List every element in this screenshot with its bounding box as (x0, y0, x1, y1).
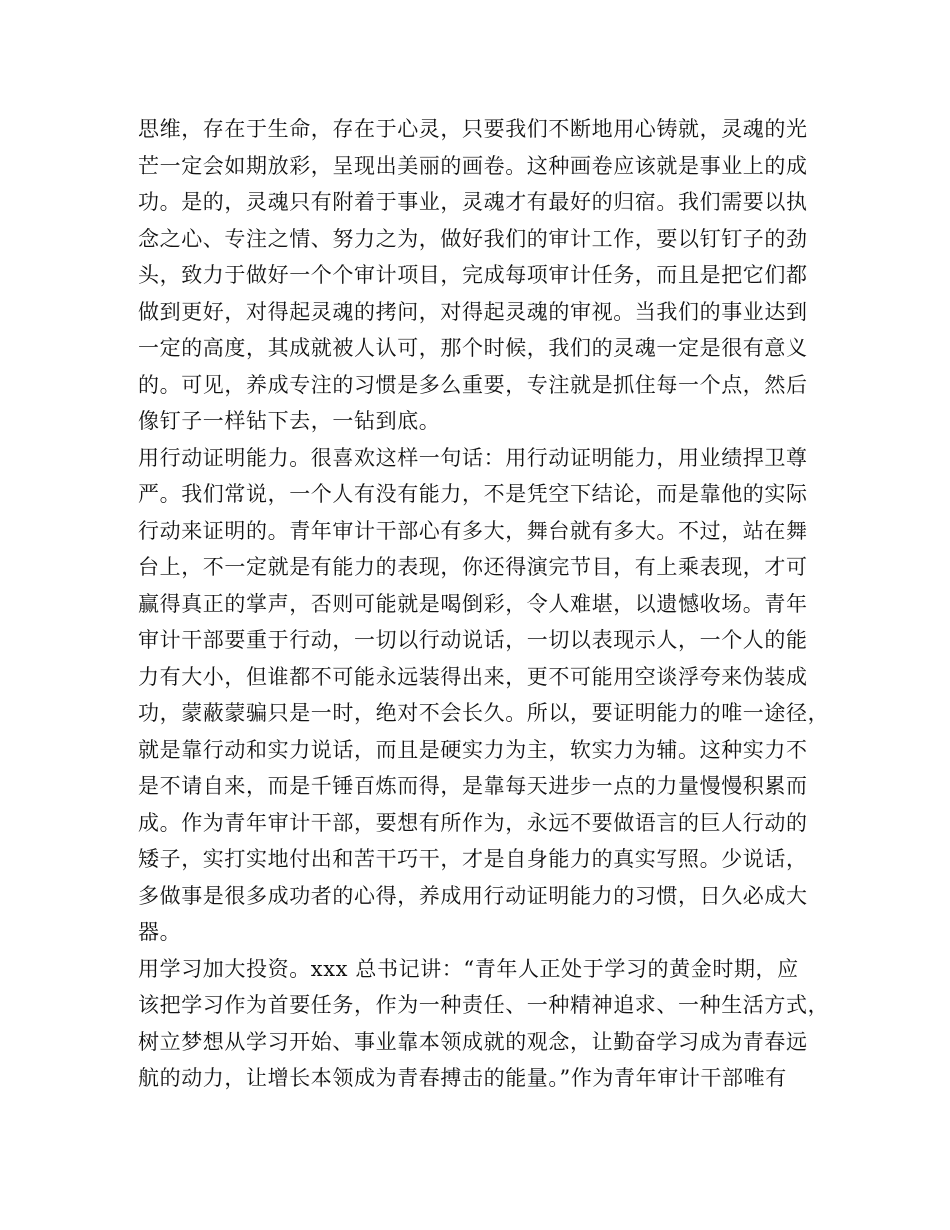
text-line: 行动来证明的。青年审计干部心有多大，舞台就有多大。不过，站在舞 (138, 518, 808, 543)
text-line: 航的动力，让增长本领成为青春搏击的能量。”作为青年审计干部唯有 (138, 1066, 787, 1090)
text-line: 成。作为青年审计干部，要想有所作为，永远不要做语言的巨人行动的 (138, 810, 808, 835)
text-line: 像钉子一样钻下去，一钻到底。 (138, 409, 441, 433)
text-line: 念之心、专注之情、努力之为，做好我们的审计工作，要以钉钉子的劲 (138, 226, 808, 251)
text-line: 用行动证明能力。很喜欢这样一句话：用行动证明能力，用业绩捍卫尊 (138, 445, 808, 470)
text-line: 做到更好，对得起灵魂的拷问，对得起灵魂的审视。当我们的事业达到 (138, 299, 808, 324)
body-text (138, 111, 830, 1097)
text-line: 该把学习作为首要任务，作为一种责任、一种精神追求、一种生活方式， (138, 993, 830, 1017)
text-line: 树立梦想从学习开始、事业靠本领成就的观念，让勤奋学习成为青春远 (138, 1029, 808, 1054)
text-line: 审计干部要重于行动，一切以行动说话，一切以表现示人，一个人的能 (138, 628, 808, 652)
text-line: 就是靠行动和实力说话，而且是硬实力为主，软实力为辅。这种实力不 (138, 737, 808, 762)
text-line: 多做事是很多成功者的心得，养成用行动证明能力的习惯，日久必成大 (138, 883, 808, 908)
text-line: 的。可见，养成专注的习惯是多么重要，专注就是抓住每一个点，然后 (138, 372, 808, 397)
text-line: 矮子，实打实地付出和苦干巧干，才是自身能力的真实写照。少说话， (138, 847, 808, 871)
text-line: 思维，存在于生命，存在于心灵，只要我们不断地用心铸就，灵魂的光 (138, 117, 808, 141)
text-line: 器。 (138, 920, 182, 944)
text-line: 一定的高度，其成就被人认可，那个时候，我们的灵魂一定是很有意义 (138, 336, 808, 360)
text-line: 芒一定会如期放彩，呈现出美丽的画卷。这种画卷应该就是事业上的成 (138, 153, 808, 178)
text-line: 严。我们常说，一个人有没有能力，不是凭空下结论，而是靠他的实际 (138, 482, 808, 506)
text-line: 力有大小，但谁都不可能永远装得出来，更不可能用空谈浮夸来伪装成 (138, 664, 808, 689)
text-line: 是不请自来，而是千锤百炼而得，是靠每天进步一点的力量慢慢积累而 (138, 774, 808, 798)
text-line: 功，蒙蔽蒙骗只是一时，绝对不会长久。所以，要证明能力的唯一途径， (138, 701, 830, 725)
text-line: 用学习加大投资。xxx 总书记讲：“青年人正处于学习的黄金时期，应 (138, 956, 799, 981)
text-line: 头，致力于做好一个个审计项目，完成每项审计任务，而且是把它们都 (138, 263, 808, 287)
text-line: 赢得真正的掌声，否则可能就是喝倒彩，令人难堪，以遗憾收场。青年 (138, 591, 808, 616)
text-line: 台上，不一定就是有能力的表现，你还得演完节目，有上乘表现，才可 (138, 555, 808, 579)
text-line: 功。是的，灵魂只有附着于事业，灵魂才有最好的归宿。我们需要以执 (138, 190, 808, 214)
